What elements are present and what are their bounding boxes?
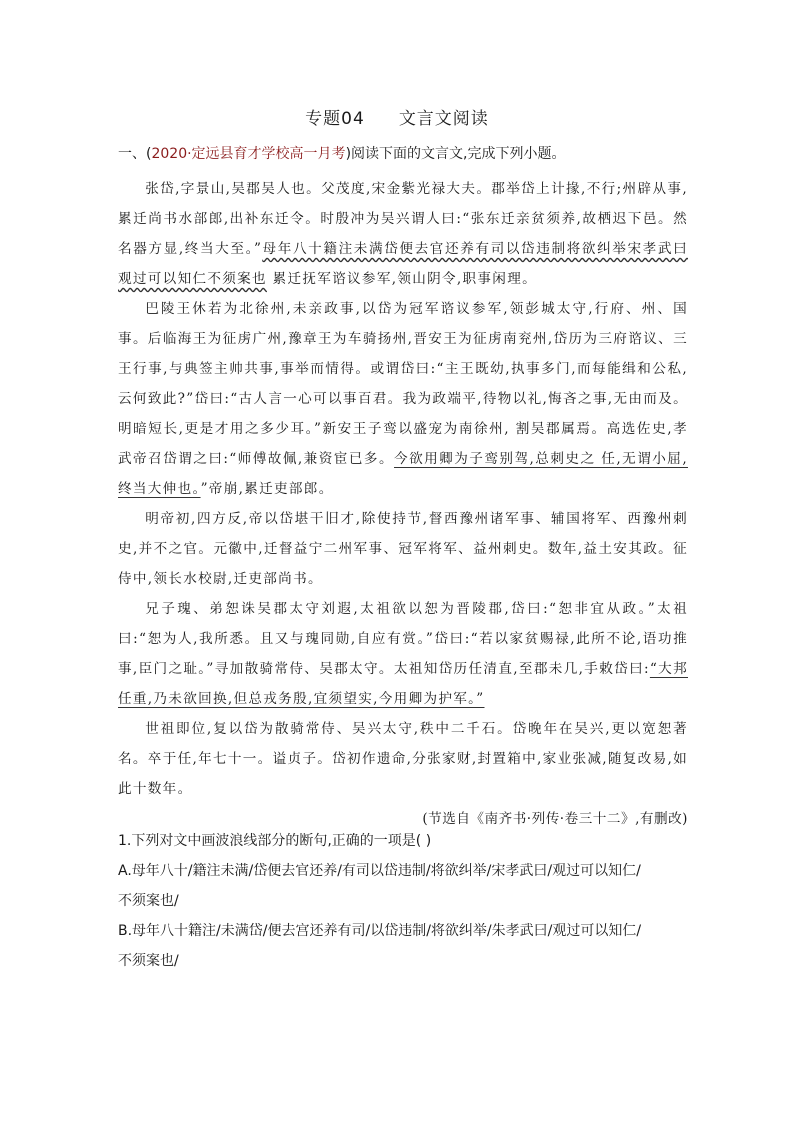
question-source: 2020·定远县育才学校高一月考 <box>151 146 346 162</box>
passage-text: 张岱,字景山,吴郡吴人也。父茂度,宋金紫光禄大夫。郡举岱上计掾,不行;州辟从事,累迁尚书水部郎,出补东迁令。时殷冲为吴兴谓人曰:“张东迁亲贫须养,故栖迟下邑。然名器方显,终当大至。” <box>118 181 688 257</box>
question-1 <box>118 826 688 976</box>
passage-text: 累迁抚军谘议参军,领山阴令,职事闲理。 <box>266 271 537 287</box>
wavy-underlined-text: 母年八十籍注未满岱便去官还养有司以岱违制将欲纠举宋孝武曰观过可以知仁不须案也 <box>118 241 688 287</box>
option-a-line-1: A.母年八十/籍注未满/岱便去官还养/有司以岱违制/将欲纠举/宋孝武曰/观过可以知仁/ <box>118 863 641 879</box>
option-b-line-2: 不须案也/ <box>118 953 179 969</box>
underlined-text: “大邦任重,乃未欲回换,但总戎务殷,宜须望实,今用卿为护军。” <box>118 661 688 707</box>
title-topic-number: 专题04 <box>305 109 365 129</box>
option-a-line-2: 不须案也/ <box>118 893 179 909</box>
question-intro-suffix: )阅读下面的文言文,完成下列小题。 <box>345 146 566 162</box>
passage-paragraph-1 <box>118 174 688 294</box>
page-title <box>0 104 794 129</box>
question-intro <box>118 143 698 163</box>
passage-text: 巴陵王休若为北徐州,未亲政事,以岱为冠军谘议参军,领彭城太守,行府、州、国事。后临海王为征虏广州,豫章王为车骑扬州,晋安王为征虏南兖州,岱历为三府谘议、三王行事,与典签主帅共事,事举而情得。或谓岱曰:“主王既幼,执事多门,而每能缉和公私,云何致此?”岱曰:“古人言一心可以事百君。我为政端平,待物以礼,悔吝之事,无由而及。明暗短长,更是才用之多少耳。”新安王子鸾以盛宠为南徐州, 割吴郡属焉。高选佐史,孝武帝召岱谓之曰:“师傅故佩,兼资宦已多。 <box>118 301 688 467</box>
passage-paragraph-4 <box>118 594 688 714</box>
source-note: (节选自《南齐书·列传·卷三十二》,有删改) <box>422 811 688 827</box>
question-1-stem: 1.下列对文中画波浪线部分的断句,正确的一项是( ) <box>118 833 432 849</box>
passage-paragraph-3: 明帝初,四方反,帝以岱堪干旧才,除使持节,督西豫州诸军事、辅国将军、西豫州刺史,并不之官。元徽中,迁督益宁二州军事、冠军将军、益州刺史。数年,益土安其政。征侍中,领长水校尉,迁吏部尚书。 <box>118 511 688 587</box>
underlined-text: 今欲用卿为子鸾别驾,总刺史之 任,无谓小屈,终当大伸也。 <box>118 451 688 497</box>
passage-text: ”帝崩,累迁吏部郎。 <box>200 481 334 497</box>
passage-paragraph-5: 世祖即位,复以岱为散骑常侍、吴兴太守,秩中二千石。岱晚年在吴兴,更以宽恕著名。卒于任,年七十一。谥贞子。岱初作遗命,分张家财,封置箱中,家业张减,随复改易,如此十数年。 <box>118 721 688 797</box>
passage-paragraph-2 <box>118 294 688 504</box>
question-intro-prefix: 一、( <box>118 146 152 162</box>
classical-passage <box>118 174 688 834</box>
passage-text: 兄子瑰、弟恕诛吴郡太守刘遐,太祖欲以恕为晋陵郡,岱曰:“恕非宜从政。”太祖曰:“恕为人,我所悉。且又与瑰同勋,自应有赏。”岱曰:“若以家贫赐禄,此所不论,语功推事,臣门之耻。”寻加散骑常侍、吴郡太守。太祖知岱历任清直,至郡未几,手敕岱曰: <box>118 601 688 677</box>
option-b-line-1: B.母年八十籍注/未满岱/便去宫还养有司/以岱违制/将欲纠举/朱孝武曰/观过可以知仁/ <box>118 923 642 939</box>
title-topic-name: 文言文阅读 <box>398 109 489 129</box>
